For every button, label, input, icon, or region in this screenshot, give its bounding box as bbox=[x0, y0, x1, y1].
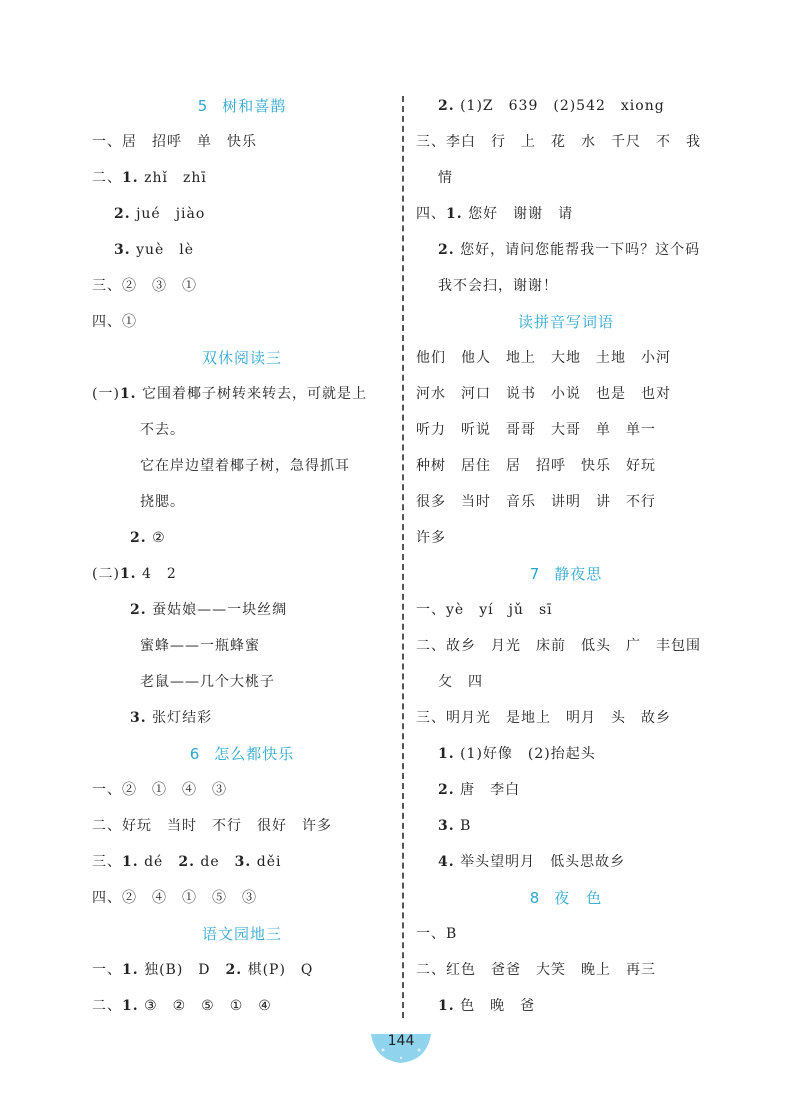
section-heading-7 bbox=[416, 556, 716, 592]
answer-line: 3. yuè lè bbox=[114, 242, 195, 258]
answer-line: 2. (1)Z 639 (2)542 xiong bbox=[438, 98, 665, 114]
answer-line: 种树 居住 居 招呼 快乐 好玩 bbox=[416, 458, 656, 474]
answer-line: 一、yè yí jǔ sī bbox=[416, 602, 553, 618]
answer-line: 许多 bbox=[416, 530, 446, 546]
answer-line: 2. ② bbox=[130, 530, 166, 546]
answer-line: 很多 当时 音乐 讲明 讲 不行 bbox=[416, 494, 656, 510]
answer-line: 二、1. zhǐ zhī bbox=[92, 170, 207, 186]
answer-line: 蜜蜂——一瓶蜂蜜 bbox=[140, 638, 260, 654]
section-heading-5 bbox=[92, 88, 392, 124]
answer-line: 1. (1)好像 (2)抬起头 bbox=[438, 746, 596, 762]
answer-line: 三、1. dé 2. de 3. děi bbox=[92, 854, 282, 870]
section-heading-pinyin: 读拼音写词语 bbox=[517, 313, 614, 331]
answer-line: 2. 唐 李白 bbox=[438, 782, 521, 798]
answer-line: 四、1. 您好 谢谢 请 bbox=[416, 206, 574, 222]
section-number: 5 bbox=[197, 97, 209, 115]
answer-line: 二、红色 爸爸 大笑 晚上 再三 bbox=[416, 962, 656, 978]
answer-line: 2. 您好，请问您能帮我一下吗？这个码 bbox=[438, 242, 701, 258]
answer-line: 他们 他人 地上 大地 土地 小河 bbox=[416, 350, 671, 366]
answer-line: 不去。 bbox=[140, 422, 185, 438]
right-column bbox=[416, 88, 716, 1024]
answer-line: 一、② ① ④ ③ bbox=[92, 782, 227, 798]
answer-line: 挠腮。 bbox=[140, 494, 185, 510]
answer-line: 2. jué jiào bbox=[114, 206, 206, 222]
section-title: 怎么都快乐 bbox=[214, 745, 295, 763]
section-number: 8 bbox=[529, 889, 541, 907]
section-heading-6 bbox=[92, 736, 392, 772]
answer-line: (二)1. 4 2 bbox=[92, 566, 177, 582]
answer-line: 二、故乡 月光 床前 低头 广 丰包围 bbox=[416, 638, 701, 654]
section-title: 夜 色 bbox=[554, 889, 603, 907]
answer-line: 四、① bbox=[92, 314, 137, 330]
answer-line: 4. 举头望明月 低头思故乡 bbox=[438, 854, 626, 870]
section-title: 树和喜鹊 bbox=[222, 97, 287, 115]
answer-line: 情 bbox=[438, 170, 453, 186]
section-number: 6 bbox=[189, 745, 201, 763]
answer-line: 老鼠——几个大桃子 bbox=[140, 674, 275, 690]
answer-line: 3. 张灯结彩 bbox=[130, 710, 213, 726]
answer-line: 听力 听说 哥哥 大哥 单 单一 bbox=[416, 422, 656, 438]
section-title: 静夜思 bbox=[554, 565, 603, 583]
section-number: 7 bbox=[529, 565, 541, 583]
answer-line: 河水 河口 说书 小说 也是 也对 bbox=[416, 386, 671, 402]
page-number: 144 bbox=[387, 1033, 415, 1049]
answer-line: 三、李白 行 上 花 水 千尺 不 我 bbox=[416, 134, 701, 150]
answer-line: 二、好玩 当时 不行 很好 许多 bbox=[92, 818, 332, 834]
page-number-badge bbox=[369, 1030, 433, 1066]
answer-line: 一、1. 独(B) D 2. 棋(P) Q bbox=[92, 962, 314, 978]
answer-line: 我不会扫，谢谢！ bbox=[438, 278, 558, 294]
answer-line: 四、② ④ ① ⑤ ③ bbox=[92, 890, 257, 906]
answer-line: 三、② ③ ① bbox=[92, 278, 197, 294]
answer-line: 一、B bbox=[416, 926, 458, 942]
answer-line: 它在岸边望着椰子树，急得抓耳 bbox=[140, 458, 350, 474]
answer-line: 1. 色 晚 爸 bbox=[438, 998, 536, 1014]
column-divider bbox=[402, 96, 404, 1018]
left-column bbox=[92, 88, 392, 1024]
answer-line: 一、居 招呼 单 快乐 bbox=[92, 134, 257, 150]
answer-line: 攵 四 bbox=[438, 674, 483, 690]
answer-line: 三、明月光 是地上 明月 头 故乡 bbox=[416, 710, 671, 726]
answer-line: (一)1. 它围着椰子树转来转去，可就是上 bbox=[92, 386, 368, 402]
section-heading-garden-3: 语文园地三 bbox=[201, 925, 282, 943]
answer-line: 2. 蚕姑娘——一块丝绸 bbox=[130, 602, 288, 618]
answer-line: 二、1. ③ ② ⑤ ① ④ bbox=[92, 998, 272, 1014]
section-heading-8 bbox=[416, 880, 716, 916]
section-heading-reading-3: 双休阅读三 bbox=[201, 349, 282, 367]
answer-line: 3. B bbox=[438, 818, 472, 834]
